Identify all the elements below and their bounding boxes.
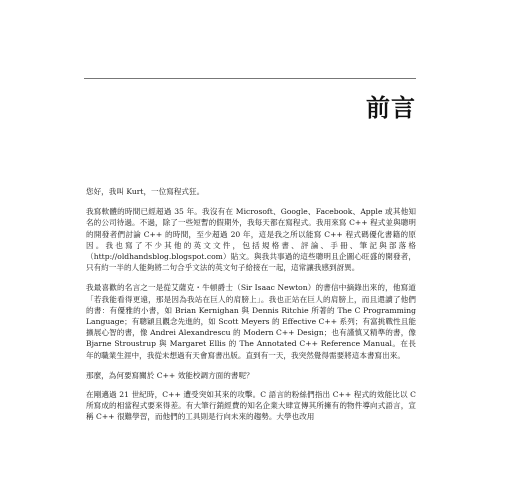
paragraph-question: 那麼，為何要寫關於 C++ 效能校調方面的書呢？: [86, 370, 254, 380]
paragraph-newton-quote: 我最喜歡的名言之一是從艾薩克・牛頓爵士（Sir Isaac Newton）的書信中摘錄出來的，他寫道「若我能看得更遠，那是因為我站在巨人的肩膀上」。我也正站在巨人的肩膀上，而且還讀了他們的書：有優雅的小書，如 Brian Kernighan 與 Dennis Ritchie 所著的 The C Programming Language；有聰穎且觀念先進的，如 Scott Meyers 的 Effective C++ 系列；有富挑戰性且能擴展心智的書，像 Andrei Alexandrescu 的 Modern C++ Design；也有謹慎又精準的書，像 Bjarne Stroustrup 與 Margaret Ellis 的 The Annotated C++ Reference Manual。在長年的職業生涯中，我從未想過有天會寫書出版。直到有一天，我突然覺得需要將這本書寫出來。: [86, 283, 416, 360]
header-rule: [84, 78, 416, 79]
chapter-title: 前言: [366, 94, 416, 122]
paragraph-history: 在剛邁過 21 世紀時，C++ 遭受突如其來的攻擊。C 語言的粉絲們指出 C++ 程式的效能比以 C 所寫成的相當程式要來得差。有大筆行銷經費的知名企業大肆宣傳其所擁有的物件導向式語言，宣稱 C++ 很難學習，而他們的工具則是行向未來的趨勢。大學也改用: [86, 390, 416, 422]
paragraph-experience: 我寫軟體的時間已經超過 35 年。我沒有在 Microsoft、Google、Facebook、Apple 或其他知名的公司待過。不過，除了一些短暫的假期外，我每天都在寫程式。我用來寫 C++ 程式並與聰明的開發者們討論 C++ 的時間，至少超過 20 年，這是我之所以能寫 C++ 程式碼優化書籍的原因。我也寫了不少其他的英文文件，包括規格書、評論、手冊、筆記與部落格（http://oldhandsblog.blogspot.com）貼文。與我共事過的這些聰明且企圖心旺盛的開發者，只有約一半的人能夠將二句合乎文法的英文句子給接在一起，這常讓我感到訝異。: [86, 207, 416, 273]
paragraph-greeting: 您好，我叫 Kurt，一位寫程式狂。: [86, 187, 205, 196]
preface-body: [86, 186, 416, 432]
